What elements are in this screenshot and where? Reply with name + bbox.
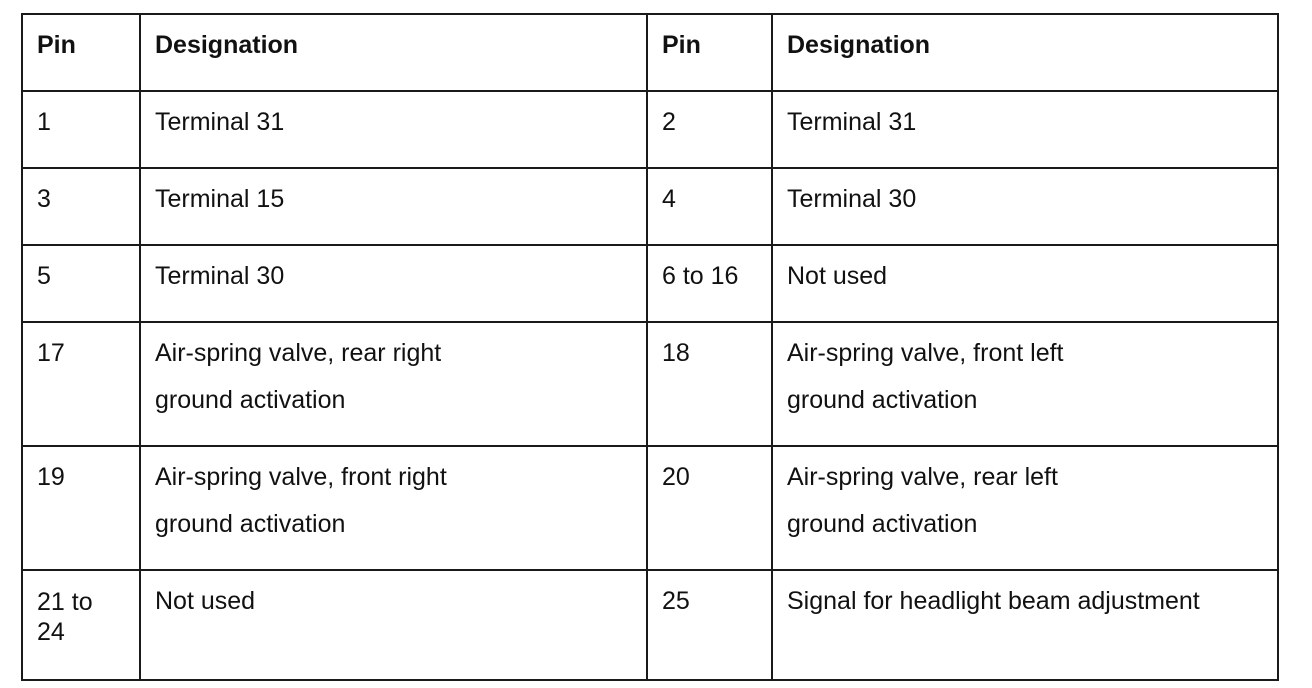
pin-cell: 21 to 24 [22, 570, 140, 680]
table-row [22, 168, 1278, 245]
pin-assignment-table [21, 13, 1279, 681]
table-row [22, 322, 1278, 446]
designation-cell: Terminal 31 [140, 91, 647, 168]
designation-cell: Air-spring valve, rear left ground activation [772, 446, 1278, 570]
table-row [22, 570, 1278, 680]
table-row [22, 245, 1278, 322]
header-designation-right: Designation [772, 14, 1278, 91]
pin-cell: 3 [22, 168, 140, 245]
table-row [22, 446, 1278, 570]
designation-cell: Not used [772, 245, 1278, 322]
designation-cell: Signal for headlight beam adjustment [772, 570, 1278, 680]
pin-cell: 1 [22, 91, 140, 168]
designation-cell: Not used [140, 570, 647, 680]
pin-cell: 5 [22, 245, 140, 322]
designation-cell: Air-spring valve, front right ground activation [140, 446, 647, 570]
pin-cell: 6 to 16 [647, 245, 772, 322]
designation-cell: Terminal 30 [772, 168, 1278, 245]
pin-cell: 17 [22, 322, 140, 446]
header-designation-left: Designation [140, 14, 647, 91]
table-header-row [22, 14, 1278, 91]
pin-cell: 25 [647, 570, 772, 680]
designation-cell: Terminal 30 [140, 245, 647, 322]
pin-cell: 2 [647, 91, 772, 168]
pin-cell: 19 [22, 446, 140, 570]
designation-cell: Terminal 15 [140, 168, 647, 245]
designation-cell: Terminal 31 [772, 91, 1278, 168]
designation-cell: Air-spring valve, front left ground activation [772, 322, 1278, 446]
header-pin-right: Pin [647, 14, 772, 91]
pin-cell: 4 [647, 168, 772, 245]
designation-cell: Air-spring valve, rear right ground activation [140, 322, 647, 446]
header-pin-left: Pin [22, 14, 140, 91]
pin-cell: 18 [647, 322, 772, 446]
pin-cell: 20 [647, 446, 772, 570]
table-row [22, 91, 1278, 168]
